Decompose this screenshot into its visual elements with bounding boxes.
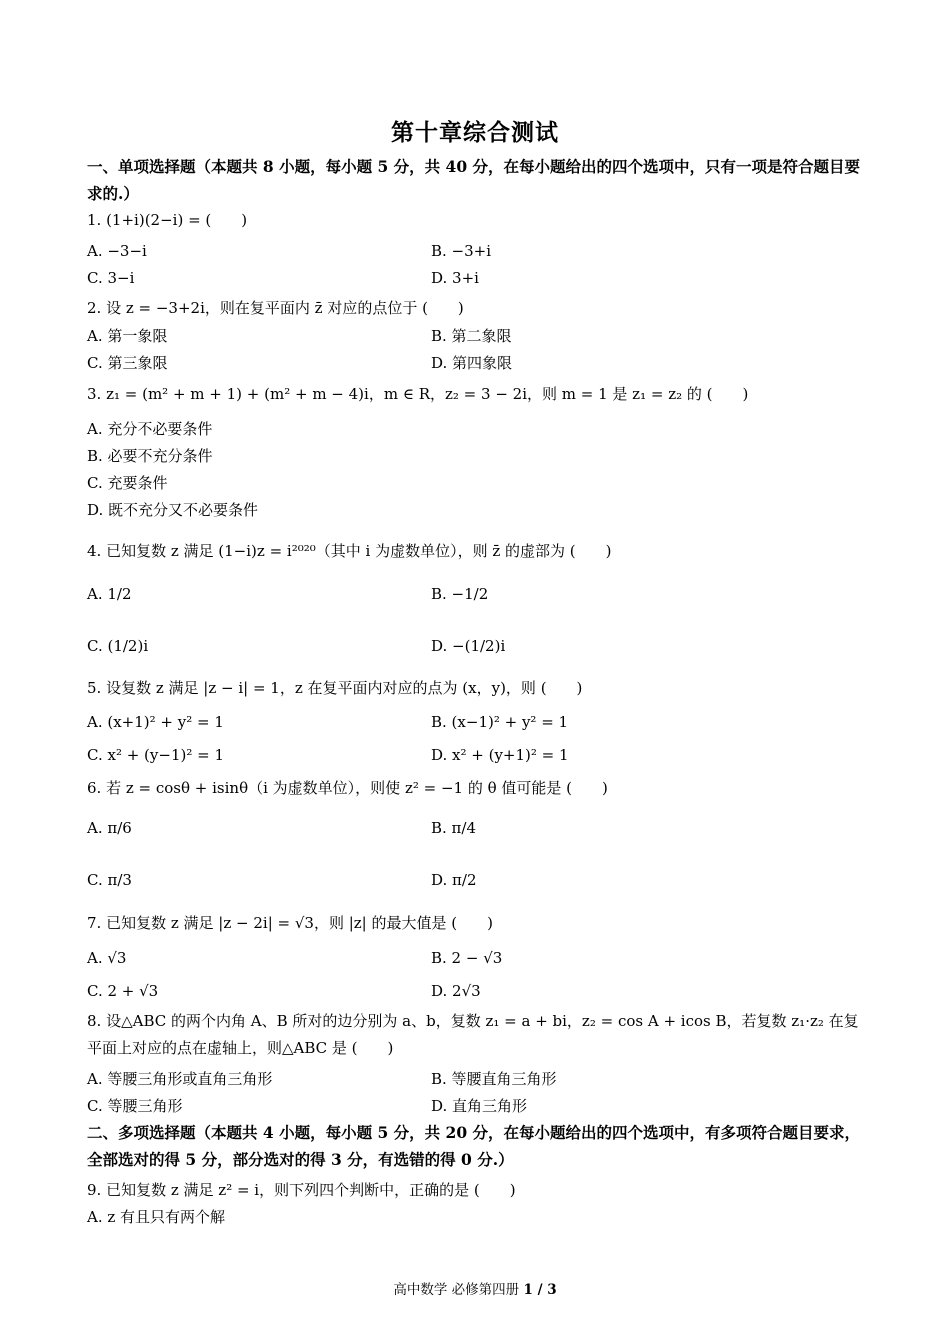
page-footer [0, 1278, 950, 1298]
q8-option-d: D. 直角三角形 [431, 1097, 528, 1115]
q7-option-d: D. 2√3 [431, 982, 481, 1000]
page-title: 第十章综合测试 [391, 119, 559, 146]
q1-option-a: A. −3−i [87, 242, 147, 260]
q5-stem: 5. 设复数 z 满足 |z − i| = 1，z 在复平面内对应的点为 (x，y)，则 ( ) [87, 679, 583, 697]
q1-option-c: C. 3−i [87, 269, 135, 287]
q5-option-b: B. (x−1)² + y² = 1 [431, 713, 569, 731]
q6-stem: 6. 若 z = cosθ + isinθ（i 为虚数单位），则使 z² = −1 的 θ 值可能是 ( ) [87, 779, 608, 797]
q6-option-a: A. π/6 [87, 819, 132, 837]
section-1-heading: 一、单项选择题（本题共 8 小题，每小题 5 分，共 40 分，在每小题给出的四个选项中，只有一项是符合题目要求的.） [87, 157, 861, 203]
section-2-heading: 二、多项选择题（本题共 4 小题，每小题 5 分，共 20 分，在每小题给出的四个选项中，有多项符合题目要求，全部选对的得 5 分，部分选对的得 3 分，有选错的得 0 分.） [87, 1123, 861, 1169]
q3-option-d: D. 既不充分又不必要条件 [87, 501, 259, 519]
q2-option-d: D. 第四象限 [431, 354, 513, 372]
footer-book: 高中数学 必修第四册 [393, 1282, 524, 1298]
q9-option-a: A. z 有且只有两个解 [87, 1208, 226, 1226]
q1-option-d: D. 3+i [431, 269, 479, 287]
q4-option-d: D. −(1/2)i [431, 637, 506, 655]
q6-option-b: B. π/4 [431, 819, 477, 837]
q2-option-a: A. 第一象限 [87, 327, 168, 345]
q3-option-b: B. 必要不充分条件 [87, 447, 213, 465]
q4-option-c: C. (1/2)i [87, 637, 149, 655]
q7-option-b: B. 2 − √3 [431, 949, 503, 967]
q2-option-b: B. 第二象限 [431, 327, 512, 345]
q4-stem: 4. 已知复数 z 满足 (1−i)z = i²⁰²⁰（其中 i 为虚数单位），则 z̄ 的虚部为 ( ) [87, 542, 612, 560]
q6-option-c: C. π/3 [87, 871, 132, 889]
q7-option-c: C. 2 + √3 [87, 982, 159, 1000]
q1-option-b: B. −3+i [431, 242, 492, 260]
q4-option-a: A. 1/2 [87, 585, 132, 603]
q5-option-d: D. x² + (y+1)² = 1 [431, 746, 569, 764]
footer-page-number: 1 / 3 [523, 1282, 557, 1298]
q2-option-c: C. 第三象限 [87, 354, 168, 372]
q3-stem: 3. z₁ = (m² + m + 1) + (m² + m − 4)i，m ∈ R，z₂ = 3 − 2i，则 m = 1 是 z₁ = z₂ 的 ( ) [87, 385, 749, 403]
q3-option-c: C. 充要条件 [87, 474, 168, 492]
q6-option-d: D. π/2 [431, 871, 477, 889]
q8-option-b: B. 等腰直角三角形 [431, 1070, 557, 1088]
q8-option-a: A. 等腰三角形或直角三角形 [87, 1070, 273, 1088]
q2-stem: 2. 设 z = −3+2i，则在复平面内 z̄ 对应的点位于 ( ) [87, 299, 464, 317]
q5-option-c: C. x² + (y−1)² = 1 [87, 746, 225, 764]
q7-stem: 7. 已知复数 z 满足 |z − 2i| = √3，则 |z| 的最大值是 ( ) [87, 914, 493, 932]
q3-option-a: A. 充分不必要条件 [87, 420, 213, 438]
q4-option-b: B. −1/2 [431, 585, 489, 603]
q1-stem: 1. (1+i)(2−i) = ( ) [87, 211, 248, 229]
q7-option-a: A. √3 [87, 949, 127, 967]
q8-stem: 8. 设△ABC 的两个内角 A、B 所对的边分别为 a、b，复数 z₁ = a + bi，z₂ = cos A + icos B，若复数 z₁·z₂ 在复平面上对应的点在虚轴上，则△ABC 是 ( ) [87, 1012, 859, 1057]
q5-option-a: A. (x+1)² + y² = 1 [87, 713, 224, 731]
q8-option-c: C. 等腰三角形 [87, 1097, 183, 1115]
q9-stem: 9. 已知复数 z 满足 z² = i，则下列四个判断中，正确的是 ( ) [87, 1181, 516, 1199]
